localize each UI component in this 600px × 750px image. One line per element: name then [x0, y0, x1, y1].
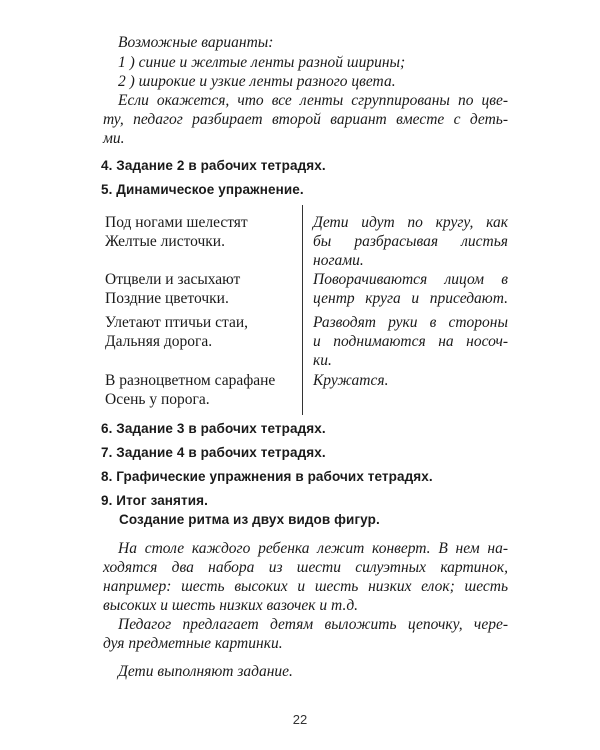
- action-line: центр круга и приседают.: [313, 290, 508, 307]
- poem-stanza-4: [105, 371, 275, 409]
- intro-line-3: 2 ) широкие и узкие ленты разного цвета.: [118, 73, 396, 90]
- action-1: [313, 213, 508, 270]
- intro-line-4: Если окажется, что все ленты сгруппированы по цве-: [118, 92, 508, 109]
- action-line: Разводят руки в стороны: [313, 314, 508, 331]
- action-3: [313, 313, 508, 370]
- action-line: Поворачиваются лицом в: [313, 271, 508, 288]
- heading-7: 7. Задание 4 в рабочих тетрадях.: [101, 445, 326, 460]
- action-line: и поднимаются на носоч-: [313, 333, 508, 350]
- poem-stanza-2: [105, 270, 240, 308]
- poem-line: Желтые листочки.: [105, 233, 225, 250]
- poem-line: Дальняя дорога.: [105, 333, 213, 350]
- heading-8: 8. Графические упражнения в рабочих тетрадях.: [101, 469, 433, 484]
- final-p2-line-1: Педагог предлагает детям выложить цепочку, чере-: [118, 616, 508, 633]
- action-line: ки.: [313, 352, 332, 369]
- poem-stanza-1: [105, 213, 248, 251]
- final-p1-line-3: например: шесть высоких и шесть низких елок; шесть: [103, 578, 508, 595]
- column-divider: [302, 205, 303, 415]
- action-line: Кружатся.: [313, 372, 389, 389]
- poem-line: В разноцветном сарафане: [105, 372, 276, 389]
- final-p3: Дети выполняют задание.: [118, 663, 293, 680]
- final-p1-line-1: На столе каждого ребенка лежит конверт. В нем на-: [118, 540, 508, 557]
- action-line: ногами.: [313, 252, 364, 269]
- poem-line: Улетают птичьи стаи,: [105, 314, 248, 331]
- heading-9-subtitle: Создание ритма из двух видов фигур.: [119, 512, 380, 527]
- poem-line: Осень у порога.: [105, 391, 210, 408]
- poem-line: Отцвели и засыхают: [105, 271, 241, 288]
- action-line: Дети идут по кругу, как: [313, 214, 508, 231]
- heading-6: 6. Задание 3 в рабочих тетрадях.: [101, 421, 326, 436]
- poem-line: Поздние цветочки.: [105, 290, 229, 307]
- final-p2-line-2: дуя предметные картинки.: [103, 635, 283, 652]
- heading-4: 4. Задание 2 в рабочих тетрадях.: [101, 158, 326, 173]
- action-2: [313, 270, 508, 308]
- poem-line: Под ногами шелестят: [105, 214, 248, 231]
- action-4: [313, 371, 508, 390]
- heading-5: 5. Динамическое упражнение.: [101, 182, 304, 197]
- intro-line-1: Возможные варианты:: [118, 34, 274, 51]
- final-p1-line-2: ходятся два набора из шести силуэтных картинок,: [103, 559, 508, 576]
- intro-line-6: ми.: [103, 130, 125, 147]
- final-p1-line-4: высоких и шесть низких вазочек и т.д.: [103, 597, 359, 614]
- intro-line-2: 1 ) синие и желтые ленты разной ширины;: [118, 54, 406, 71]
- page-number: 22: [292, 712, 308, 727]
- poem-stanza-3: [105, 313, 248, 351]
- heading-9: 9. Итог занятия.: [101, 493, 208, 508]
- action-line: бы разбрасывая листья: [313, 233, 508, 250]
- intro-line-5: ту, педагог разбирает второй вариант вместе с деть-: [103, 111, 508, 128]
